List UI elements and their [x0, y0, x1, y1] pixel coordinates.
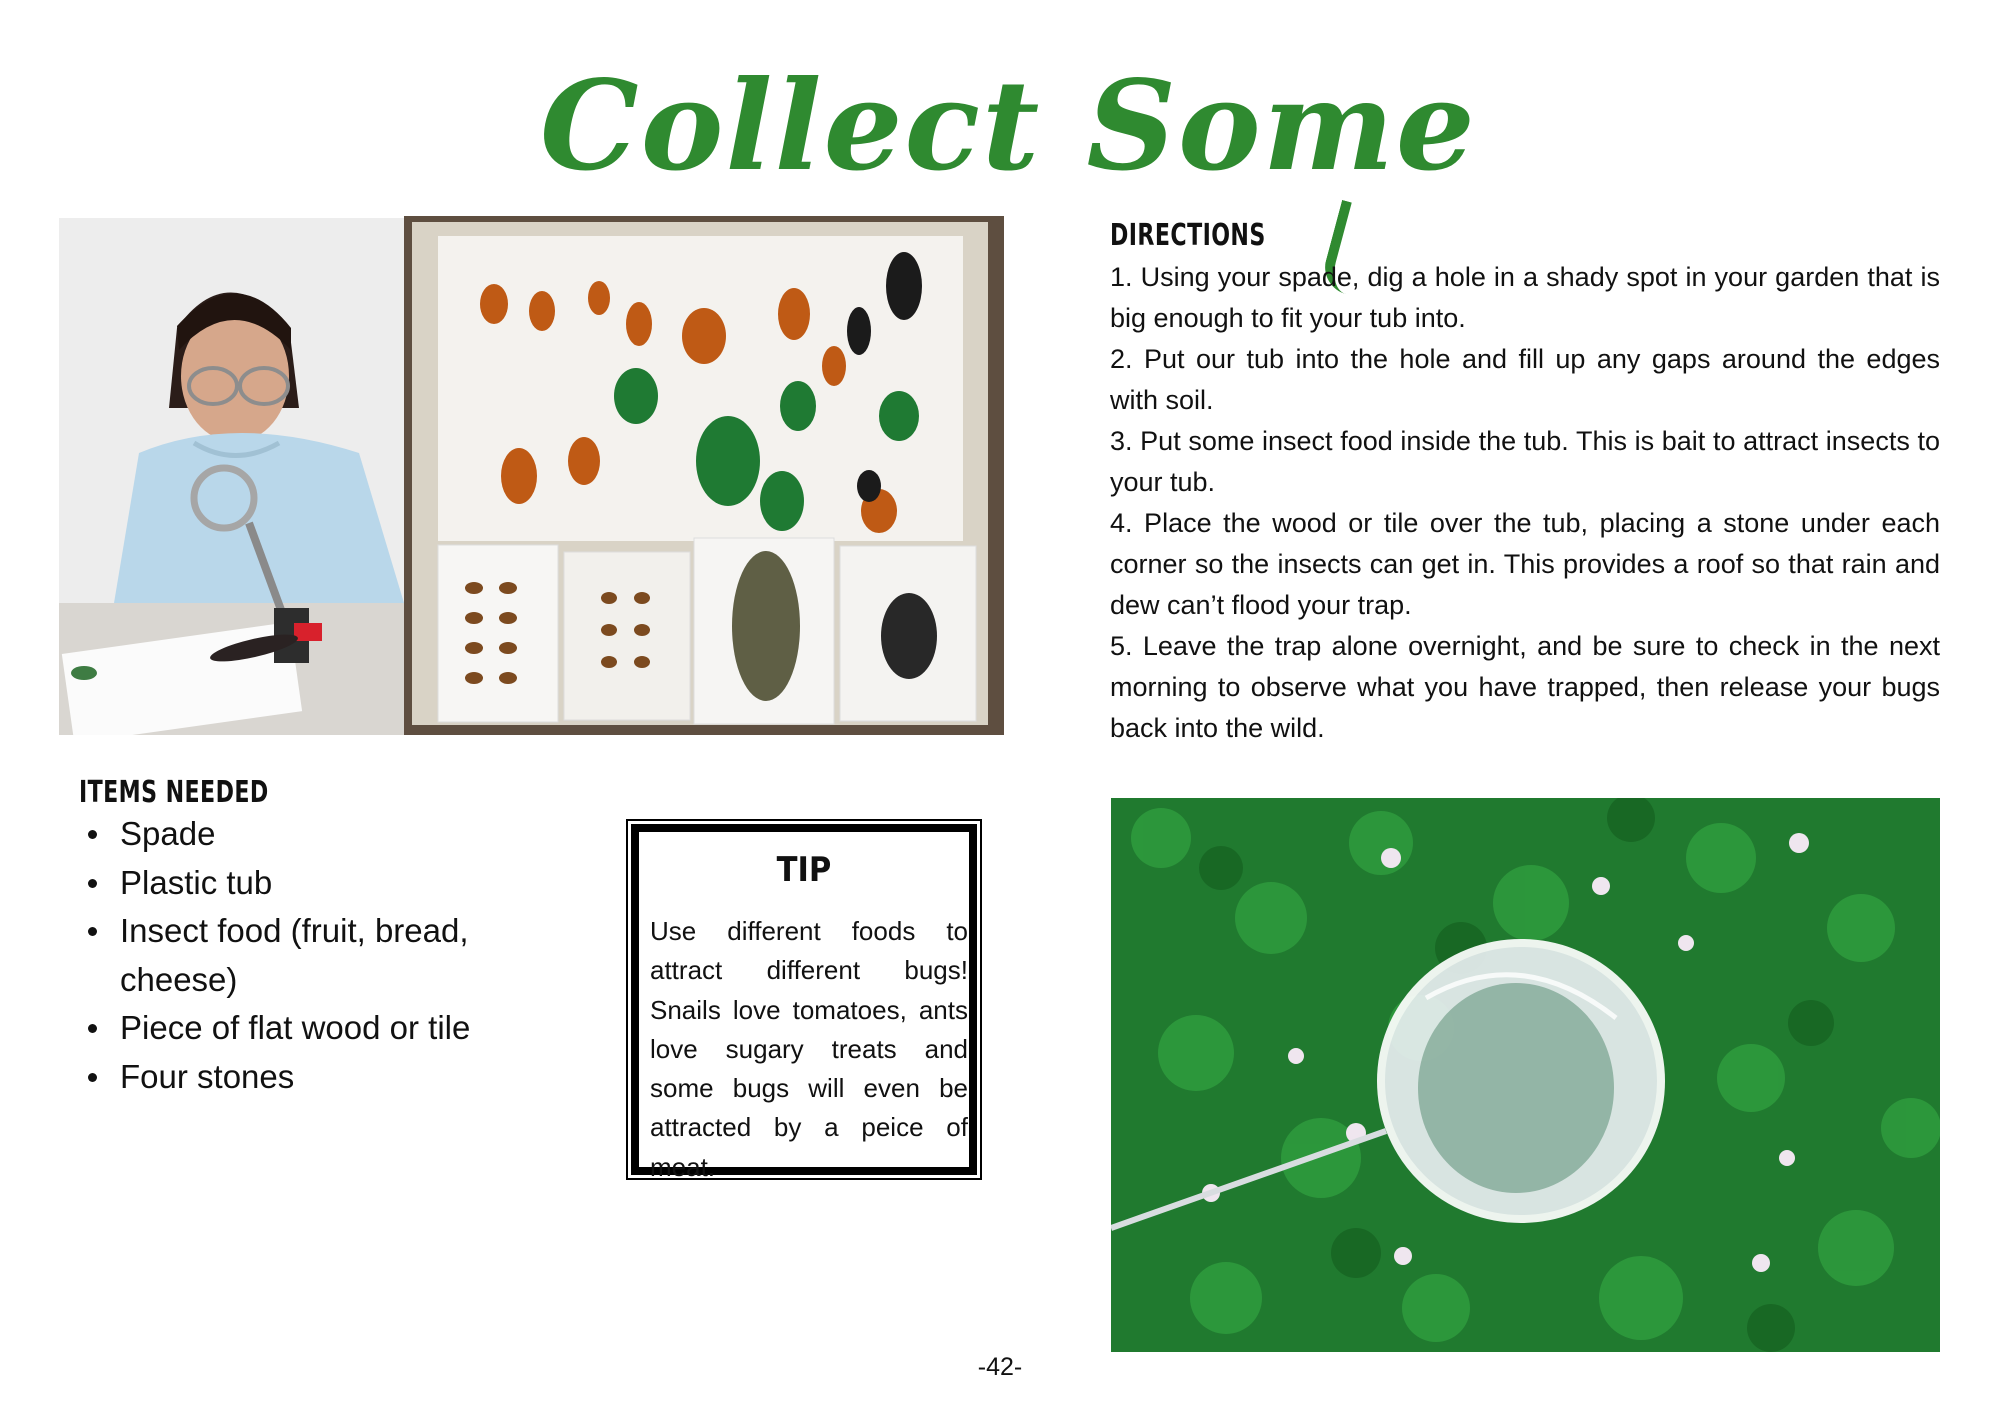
list-item: Four stones — [80, 1053, 500, 1102]
girl-with-magnifying-glass-photo — [59, 218, 404, 735]
tip-text: Use different foods to attract different bugs! Snails love tomatoes, ants love sugary treats and some bugs will even be attracted by a peice of meat. — [650, 916, 968, 1182]
tip-box — [631, 824, 977, 1182]
directions-list — [1110, 257, 1940, 749]
direction-step-4: 4. Place the wood or tile over the tub, placing a stone under each corner so the insects can get in. This provides a roof so that rain and dew can’t flood your trap. — [1110, 508, 1940, 620]
list-item: Piece of flat wood or tile — [80, 1004, 500, 1053]
directions-heading: DIRECTIONS — [1110, 218, 1266, 253]
direction-step-5: 5. Leave the trap alone overnight, and be sure to check in the next morning to observe what you have trapped, then release your bugs back into the wild. — [1110, 631, 1940, 743]
items-needed-heading: ITEMS NEEDED — [79, 775, 269, 810]
list-item: Plastic tub — [80, 859, 500, 908]
direction-step-1: 1. Using your spade, dig a hole in a shady spot in your garden that is big enough to fit your tub into. — [1110, 262, 1940, 333]
insect-collection-box-photo — [404, 216, 1004, 735]
list-item: Spade — [80, 810, 500, 859]
bug-net-on-clover-photo — [1111, 798, 1940, 1352]
tip-heading: TIP — [776, 850, 832, 890]
list-item: Insect food (fruit, bread, cheese) — [80, 907, 500, 1004]
direction-step-3: 3. Put some insect food inside the tub. This is bait to attract insects to your tub. — [1110, 426, 1940, 497]
direction-step-2: 2. Put our tub into the hole and fill up any gaps around the edges with soil. — [1110, 344, 1940, 415]
page-number: -42- — [977, 1353, 1023, 1381]
page-title: Collect Some — [540, 52, 1500, 242]
items-needed-list — [80, 810, 500, 1101]
